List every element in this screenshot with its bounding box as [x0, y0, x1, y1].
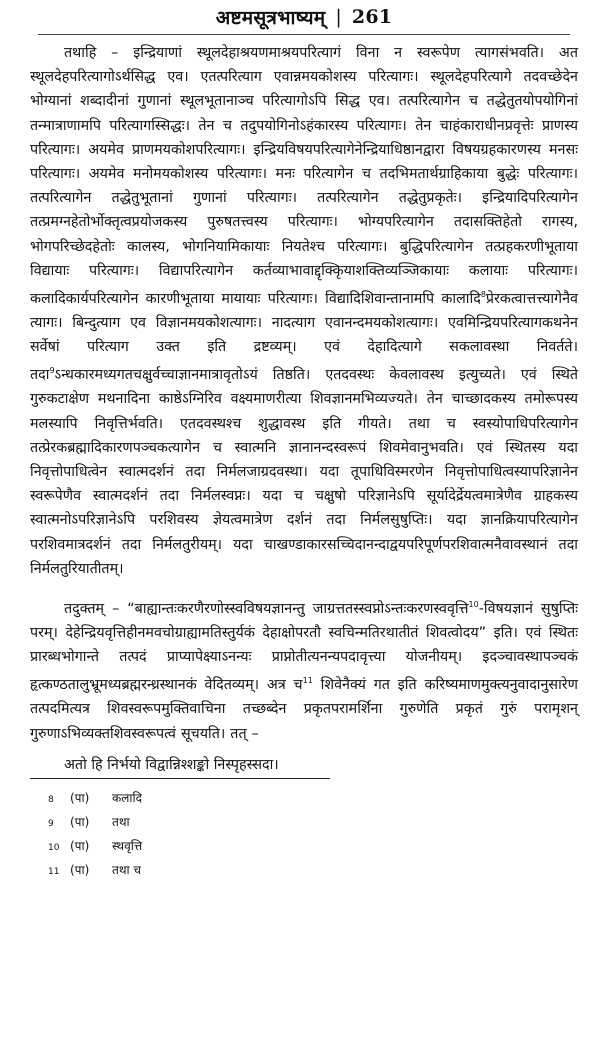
footnote-rule [30, 778, 330, 779]
paragraph-1-text-c: ऽन्धकारमध्यगतचक्षुर्वच्चाज्ञानमात्रावृतोऽयं तिष्ठति। एतदवस्थः केवलावस्थ इत्युच्यते। एवं स्थिते गुरुकटाक्षेण मथनादिना काष्ठेऽग्निरिव वक्ष्यमाणरीत्या शिवज्ञानमभिव्यज्यते। तेन चाच्छादकस्य तमोरूपस्य मलस्यापि निवृत्तिर्भवति। एतदवस्थश्च शुद्धावस्थ इति गीयते। तथा च स्वस्योपाधिपरित्यागेन तत्प्रेरकब्रह्मादिकारणपञ्चकत्यागेन च स्वात्मनि ज्ञानानन्दस्वरूपं शिवमेवानुभवति। एवं स्थितस्य यदा निवृत्तोपाधित्वेन स्वात्मदर्शनं तदा निर्मलजाग्रदवस्था। यदा तूपाधिविस्मरणेन निवृत्तोपाधित्वस्यापरिज्ञानेन स्वरूपेणैव स्वात्मदर्शनं तदा निर्मलस्वप्नः। यदा च चक्षुषो परिज्ञानेऽपि सूर्यादेर्द्रेयत्वमात्रेणैव ग्राहकस्य स्वात्मनोऽपरिज्ञानेऽपि परशिवस्य ज्ञेयत्वमात्रेण दर्शनं तदा निर्मलसुषुप्तिः। यदा ज्ञानक्रियापरित्यागेन परशिवमात्रदर्शनं तदा निर्मलतुरीयम्। यदा चाखण्डाकारसच्चिदानन्दाद्वयपरिपूर्णपरशिवात्मनैवावस्थानं तदा निर्मलतुरियातीतम्। [30, 367, 578, 577]
paragraph-1 [30, 41, 578, 581]
paragraph-2-text-b: -विषयज्ञानं सुषुप्तिः परम्। देहेन्द्रियवृत्तिहीनमवचोग्राह्यामतिस्तुर्यकं देहाक्षोपरतौ स्वचिन्मतिरथातीतं शिवत्वोदय” इति। एवं स्थितः प्रारब्धभोगान्ते तत्पदं प्राप्यापेक्ष्याऽनन्यः प्राप्नोतीत्यनन्यपदावृत्त्या योजनीयम्। इदञ्चावस्थापञ्चकं हृत्कण्ठतालुभ्रूमध्यब्रह्मरन्ध्रस्थानकं वेदितव्यम्। अत्र च [30, 600, 578, 694]
header-rule [38, 34, 570, 35]
footnote-ref-8: 8 [480, 290, 486, 300]
header-separator: | [335, 6, 342, 28]
footnote-item [48, 859, 578, 883]
footnote-source: (पा) [70, 862, 90, 877]
page-number: 261 [351, 6, 393, 28]
paragraph-gap [30, 581, 578, 593]
footnote-source: (पा) [70, 838, 90, 853]
paragraph-1-text-b: प्रेरकत्वात्तत्त्यागेनैव त्यागः। बिन्दुत्याग एव विज्ञानमयकोशत्यागः। नादत्याग एवानन्दमयकोशत्यागः। एवमिन्द्रियपरित्यागकथनेन सर्वेषां परित्याग उक्त इति द्रष्टव्यम्। एवं देहादित्यागे सकलावस्था निवर्तते। तदा [30, 290, 578, 384]
header-title: अष्टमसूत्रभाष्यम् [215, 7, 326, 29]
footnote-source: (पा) [70, 814, 90, 829]
footnote-number: 10 [48, 842, 60, 853]
footnotes [30, 787, 578, 883]
footnote-text: स्थवृत्ति [112, 838, 143, 853]
footnote-text: तथा [112, 814, 130, 829]
footnote-item [48, 787, 578, 811]
footnote-ref-9: 9 [49, 366, 55, 376]
footnote-number: 8 [48, 794, 54, 805]
footnote-text: कलादि [112, 790, 142, 805]
paragraph-2-text: तदुक्तम् – “बाह्यान्तःकरणैरणोस्स्वविषयज्ञानन्तु जाग्रत्ततस्स्वप्नोऽन्तःकरणस्ववृत्ति [64, 600, 469, 617]
paragraph-2-text-c: शिवेनैक्यं गत इति करिष्यमाणमुक्त्यनुवादानुसारेण तत्पदमित्यत्र शिवस्वरूपमुक्तिवाचिना तच्छब्देन प्रकृतपरामर्शिना गुरुणेति प्रकृतं गुरुं परामृशन् गुरुणाऽभिव्यक्तशिवस्वरूपत्वं सूचयति। तत् – [30, 677, 578, 742]
footnote-item [48, 835, 578, 859]
paragraph-2 [30, 593, 578, 746]
verse-line: अतो हि निर्भयो विद्वान्निश्शङ्को निस्पृहस्सदा। [64, 756, 279, 773]
footnote-ref-11: 11 [302, 676, 313, 686]
footnote-number: 11 [48, 866, 60, 877]
body-text [30, 41, 578, 746]
running-header [30, 0, 578, 34]
footnote-text: तथा च [112, 862, 142, 877]
footnote-ref-10: 10 [468, 600, 479, 609]
footnote-item [48, 811, 578, 835]
paragraph-1-text: तथाहि – इन्द्रियाणां स्थूलदेहाश्रयणमाश्रयपरित्यागं विना न स्वरूपेण त्यागसंभवति। अत स्थूलदेहपरित्यागोऽर्थसिद्ध एव। एतत्परित्याग एवान्नमयकोशस्य परित्यागः। स्थूलदेहपरित्यागे तदवच्छेदेन भोग्यानां शब्दादीनां गुणानां स्थूलभूतानाञ्च परित्यागोऽपि सिद्ध एव। तत्परित्यागेन च तद्धेतुतयोपयोगिनां तन्मात्राणामपि परित्यागस्सिद्धः। तेन च तदुपयोगिनोऽहंकारस्य परित्यागः। तेन चाहंकाराधीनप्रवृत्तेः प्राणस्य परित्यागः। अयमेव प्राणमयकोशपरित्यागः। इन्द्रियविषयपरित्यागेनेन्द्रियाधिष्ठानद्वारा विषयग्रहकारणस्य मनसः परित्यागः। अयमेव मनोमयकोशस्य परित्यागः। मनः परित्यागेन च तदभिमतार्थग्राहिकाया बुद्धेः परित्यागः। तत्परित्यागेन तद्धेतुभूतानां गुणानां परित्यागः। तत्परित्यागेन तद्धेतुप्रकृतेः। इन्द्रियादिपरित्यागेन तत्प्रमग्नहेतोर्भोक्तृत्वप्रयोजकस्य पुरुषतत्त्वस्य परित्यागः। भोग्यपरित्यागेन तदासक्तिहेतो रागस्य, भोगपरिच्छेदहेतोः कालस्य, भोगनियामिकायाः नियतेश्च परित्यागः। बुद्धिपरित्यागेन तत्प्रहकरणीभूताया विद्यायाः परित्यागः। विद्यापरित्यागेन कर्तव्याभावाद्दृक्किृयाशक्तिव्यञ्जिकायाः कलायाः परित्यागः। कलादिकार्यपरित्यागेन कारणीभूताया मायायाः परित्यागः। विद्यादिशिवान्तानामपि कालादि [30, 45, 578, 307]
footnote-number: 9 [48, 818, 54, 829]
footnote-source: (पा) [70, 790, 90, 805]
